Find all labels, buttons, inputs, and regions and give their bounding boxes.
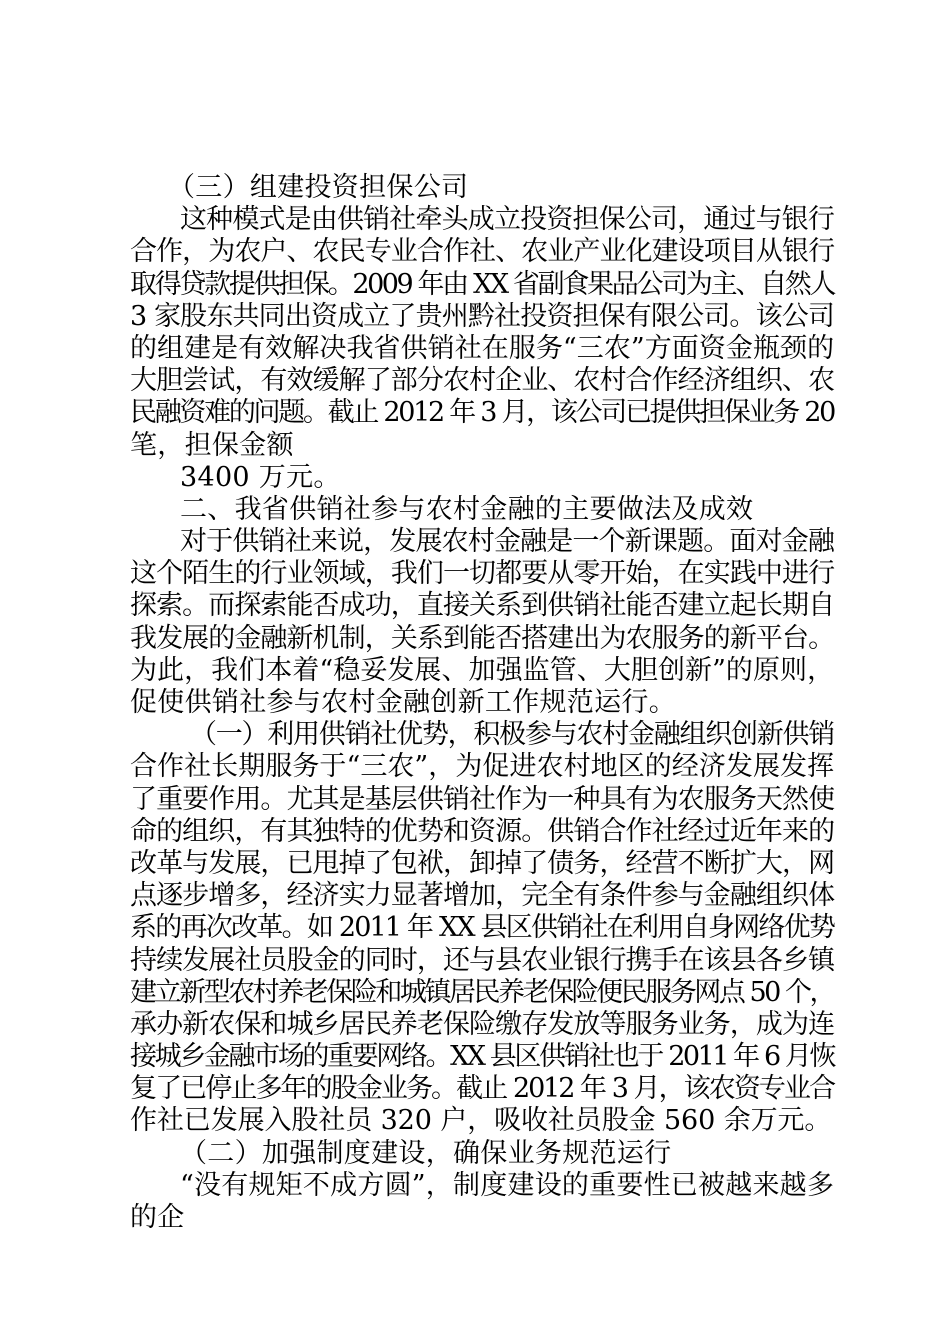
paragraph-line: 的组建是有效解决我省供销社在服务“三农”方面资金瓶颈的 (130, 332, 834, 364)
paragraph-line: 民融资难的问题。截止 2012 年 3 月，该公司已提供担保业务 20 (130, 397, 834, 429)
paragraph-line: 这个陌生的行业领域，我们一切都要从零开始，在实践中进行 (130, 558, 834, 590)
paragraph-line: 这种模式是由供销社牵头成立投资担保公司，通过与银行 (180, 204, 834, 236)
section-heading: （二）加强制度建设，确保业务规范运行 (180, 1137, 672, 1169)
paragraph-line: 合作社长期服务于“三农”，为促进农村地区的经济发展发挥 (130, 751, 834, 783)
paragraph-line: 持续发展社员股金的同时，还与县农业银行携手在该县各乡镇 (130, 944, 834, 976)
paragraph-line: 承办新农保和城乡居民养老保险缴存发放等服务业务，成为连 (130, 1008, 834, 1040)
paragraph-line: 探索。而探索能否成功，直接关系到供销社能否建立起长期自 (130, 590, 834, 622)
section-heading: （三）组建投资担保公司 (168, 172, 469, 203)
section-heading: （一）利用供销社优势，积极参与农村金融组织创新供销 (190, 719, 834, 751)
paragraph-line: 作社已发展入股社员 320 户，吸收社员股金 560 余万元。 (130, 1105, 832, 1137)
paragraph-line: 接城乡金融市场的重要网络。XX 县区供销社也于 2011 年 6 月恢 (130, 1041, 834, 1073)
paragraph-line: 合作，为农户、农民专业合作社、农业产业化建设项目从银行 (130, 236, 834, 268)
paragraph-line: 点逐步增多，经济实力显著增加，完全有条件参与金融组织体 (130, 880, 834, 912)
paragraph-line: 3 家股东共同出资成立了贵州黔社投资担保有限公司。该公司 (130, 300, 834, 332)
paragraph-line: 的企 (130, 1202, 185, 1233)
paragraph-line: 我发展的金融新机制，关系到能否搭建出为农服务的新平台。 (130, 622, 834, 654)
paragraph-line: “没有规矩不成方圆”，制度建设的重要性已被越来越多 (180, 1169, 834, 1201)
paragraph-line: 对于供销社来说，发展农村金融是一个新课题。面对金融 (180, 526, 834, 558)
section-heading: 二、我省供销社参与农村金融的主要做法及成效 (180, 493, 754, 525)
document-page (130, 172, 834, 1234)
paragraph-line: 为此，我们本着“稳妥发展、加强监管、大胆创新”的原则， (130, 654, 834, 686)
paragraph-line: 复了已停止多年的股金业务。截止 2012 年 3 月，该农资专业合 (130, 1073, 834, 1105)
paragraph-line: 大胆尝试，有效缓解了部分农村企业、农村合作经济组织、农 (130, 365, 834, 397)
paragraph-line: 建立新型农村养老保险和城镇居民养老保险便民服务网点 50 个， (130, 976, 834, 1008)
paragraph-line: 系的再次改革。如 2011 年 XX 县区供销社在利用自身网络优势 (130, 912, 834, 944)
paragraph-line: 命的组织，有其独特的优势和资源。供销合作社经过近年来的 (130, 815, 834, 847)
paragraph-line: 改革与发展，已甩掉了包袱，卸掉了债务，经营不断扩大，网 (130, 847, 834, 879)
paragraph-line: 笔，担保金额 (130, 429, 294, 461)
paragraph-line: 促使供销社参与农村金融创新工作规范运行。 (130, 687, 676, 718)
paragraph-line: 3400 万元。 (180, 461, 341, 493)
paragraph-line: 取得贷款提供担保。2009 年由 XX 省副食果品公司为主、自然人 (130, 268, 834, 300)
paragraph-line: 了重要作用。尤其是基层供销社作为一种具有为农服务天然使 (130, 783, 834, 815)
